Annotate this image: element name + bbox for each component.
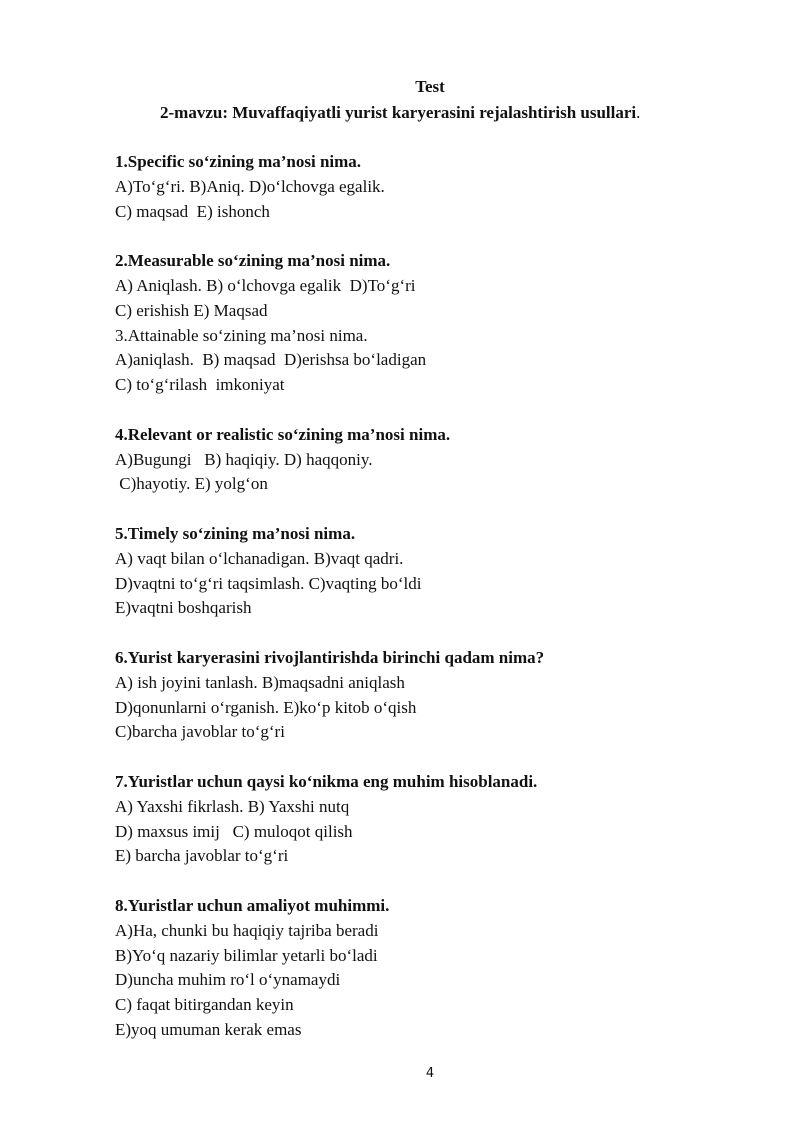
subtitle-text: 2-mavzu: Muvaffaqiyatli yurist karyerasini rejalashtirish usullari xyxy=(160,103,637,122)
question-text: 4.Relevant or realistic so‘zining ma’nosi nima. xyxy=(115,424,451,444)
question-text: 1.Specific so‘zining ma’nosi nima. xyxy=(115,152,362,171)
answer-options-line: C) maqsad E) ishonch xyxy=(115,201,270,221)
answer-options-line: A) Yaxshi fikrlash. B) Yaxshi nutq xyxy=(115,796,350,816)
answer-options-line: A)Bugungi B) haqiqiy. D) haqqoniy. xyxy=(115,449,373,469)
answer-options-line: A)To‘g‘ri. B)Aniq. D)o‘lchovga egalik. xyxy=(115,176,385,196)
answer-options-line: B)Yo‘q nazariy bilimlar yetarli bo‘ladi xyxy=(115,945,378,965)
answer-options-line: D)qonunlarni o‘rganish. E)ko‘p kitob o‘qish xyxy=(115,697,417,717)
page-subtitle xyxy=(160,102,640,124)
answer-options-line: C) faqat bitirgandan keyin xyxy=(115,995,294,1015)
question-block xyxy=(115,770,755,869)
question-text: 3.Attainable so‘zining ma’nosi nima. xyxy=(115,325,368,345)
answer-options-line: D)vaqtni to‘g‘ri taqsimlash. C)vaqting bo‘ldi xyxy=(115,573,422,593)
question-block xyxy=(115,249,755,323)
question-block xyxy=(115,150,755,224)
question-text: 6.Yurist karyerasini rivojlantirishda birinchi qadam nima? xyxy=(115,647,545,667)
question-block xyxy=(115,522,755,621)
answer-options-line: C) erishish E) Maqsad xyxy=(115,300,268,320)
question-text: 2.Measurable so‘zining ma’nosi nima. xyxy=(115,251,391,271)
page-number: 4 xyxy=(425,1066,435,1081)
question-list xyxy=(115,150,755,1043)
answer-options-line: D) maxsus imij C) muloqot qilish xyxy=(115,821,353,841)
subtitle-period: . xyxy=(636,103,641,122)
question-block xyxy=(115,894,755,1043)
answer-options-line: A)aniqlash. B) maqsad D)erishsa bo‘ladigan xyxy=(115,350,427,370)
question-text: 5.Timely so‘zining ma’nosi nima. xyxy=(115,523,356,543)
answer-options-line: A) Aniqlash. B) o‘lchovga egalik D)To‘g‘ri xyxy=(115,275,416,295)
answer-options-line: E)yoq umuman kerak emas xyxy=(115,1019,302,1039)
question-block xyxy=(115,423,755,497)
answer-options-line: E) barcha javoblar to‘g‘ri xyxy=(115,846,289,866)
question-text: 7.Yuristlar uchun qaysi ko‘nikma eng muhim hisoblanadi. xyxy=(115,771,538,791)
answer-options-line: E)vaqtni boshqarish xyxy=(115,598,252,618)
answer-options-line: C)barcha javoblar to‘g‘ri xyxy=(115,722,285,742)
question-block xyxy=(115,646,755,745)
question-block xyxy=(115,324,755,398)
answer-options-line: C)hayotiy. E) yolg‘on xyxy=(115,474,268,494)
question-text: 8.Yuristlar uchun amaliyot muhimmi. xyxy=(115,895,390,915)
answer-options-line: A) ish joyini tanlash. B)maqsadni aniqlash xyxy=(115,672,405,692)
answer-options-line: A)Ha, chunki bu haqiqiy tajriba beradi xyxy=(115,920,379,940)
answer-options-line: A) vaqt bilan o‘lchanadigan. B)vaqt qadri. xyxy=(115,548,404,568)
answer-options-line: D)uncha muhim ro‘l o‘ynamaydi xyxy=(115,970,341,990)
page-title: Test xyxy=(415,77,445,96)
answer-options-line: C) to‘g‘rilash imkoniyat xyxy=(115,375,285,395)
